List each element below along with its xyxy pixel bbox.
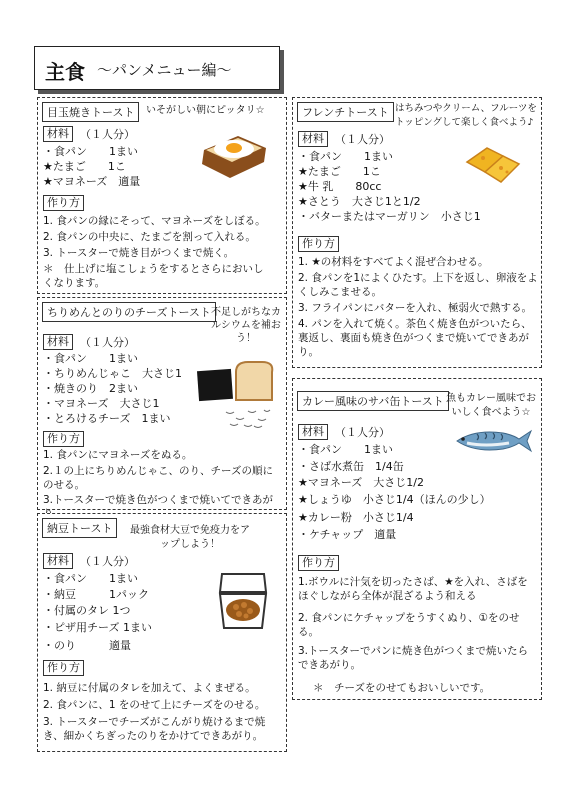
step-item: ＊ 仕上げに塩こしょうをするとさらにおいしくなります。 <box>43 263 264 289</box>
ingredient-item: ・食パン 1まい <box>298 150 393 163</box>
ingredient-item: ★たまご 1こ <box>298 165 381 178</box>
step-item: 2.１の上にちりめんじゃこ、のり、チーズの順にのせる。 <box>43 465 273 491</box>
ingredient-item: ★しょうゆ 小さじ1/4（ほんの少し） <box>298 493 491 506</box>
ingredients-label: 材料 <box>298 424 328 440</box>
recipe-note: いそがしい朝にピッタリ☆ <box>146 105 265 116</box>
method-label: 作り方 <box>43 195 84 211</box>
ingredient-item: ・ピザ用チーズ 1まい <box>43 621 152 634</box>
step-item: 3.トースターで焼き色がつくまで焼いてできあが <box>43 494 273 506</box>
step-item: 3. トースターで焼き目がつくまで焼く。 <box>43 247 235 259</box>
ingredient-item: ・食パン 1まい <box>43 352 138 365</box>
recipe-chirimen <box>37 297 287 510</box>
nori-bread-illustration <box>196 360 276 408</box>
ingredient-item: ・マヨネーズ 大さじ1 <box>43 397 160 410</box>
ingredients-label: 材料 <box>43 334 73 350</box>
step-item: 2. 食パンにケチャップをうすくぬり、①をのせる。 <box>298 612 520 638</box>
page-title: 主食 <box>45 60 85 84</box>
method-label: 作り方 <box>43 660 84 676</box>
ingredient-item: ★カレー粉 小さじ1/4 <box>298 511 414 524</box>
recipe-title: 納豆トースト <box>42 518 117 538</box>
serving-label: （１人分） <box>80 555 135 568</box>
recipe-title: カレー風味のサバ缶トースト <box>297 391 449 411</box>
recipe-note: 最強食材大豆で免疫力をアップしよう！ <box>130 525 250 550</box>
recipe-medama <box>37 97 287 294</box>
method-label: 作り方 <box>298 555 339 571</box>
recipe-natto <box>37 513 287 752</box>
ingredient-item: ・納豆 1パック <box>43 588 149 601</box>
step-item: 2. 食パンの中央に、たまごを割って入れる。 <box>43 231 256 243</box>
ingredients-label: 材料 <box>43 126 73 142</box>
step-item: 1. 納豆に付属のタレを加えて、よくまぜる。 <box>43 682 256 694</box>
step-item: 3. フライパンにバターを入れ、極弱火で熱する。 <box>298 302 532 314</box>
recipe-title: 目玉焼きトースト <box>42 102 139 122</box>
ingredient-item: ★さとう 大さじ1と1/2 <box>298 195 421 208</box>
ingredient-item: ・さば水煮缶 1/4缶 <box>298 460 404 473</box>
natto-illustration <box>216 570 270 632</box>
ingredient-item: ・食パン 1まい <box>298 443 393 456</box>
page-subtitle: ～パンメニュー編～ <box>97 61 232 79</box>
step-item: 2. 食パンに、1 をのせて上にチーズをのせる。 <box>43 699 266 711</box>
ingredient-item: ★牛 乳 80cc <box>298 180 382 193</box>
mackerel-illustration <box>453 425 533 457</box>
recipe-title: フレンチトースト <box>297 102 394 122</box>
recipe-curry <box>292 378 542 700</box>
page-header <box>34 46 280 90</box>
step-item: 1. 食パンの縁にそって、マヨネーズをしぼる。 <box>43 215 266 227</box>
french-toast-illustration <box>463 140 523 186</box>
step-item: 4. パンを入れて焼く。茶色く焼き色がついたら、裏返し、裏面も焼き色がつくまで焼いてできあがり。 <box>298 318 532 358</box>
ingredient-item: ・のり 適量 <box>43 639 131 652</box>
ingredient-item: ・食パン 1まい <box>43 145 138 158</box>
step-item: 1. 食パンにマヨネーズをぬる。 <box>43 449 193 461</box>
ingredient-item: ・付属のタレ 1つ <box>43 604 131 617</box>
recipe-french <box>292 97 542 368</box>
ingredient-item: ・バターまたはマーガリン 小さじ1 <box>298 210 481 223</box>
ingredient-item: ★マヨネーズ 大さじ1/2 <box>298 476 425 489</box>
chirimen-illustration <box>224 406 272 430</box>
serving-label: （１人分） <box>335 133 390 146</box>
ingredient-item: ・ケチャップ 適量 <box>298 528 397 541</box>
ingredient-item: ・食パン 1まい <box>43 572 138 585</box>
recipe-note: 魚もカレー風味でおいしく食べよう☆ <box>446 393 536 418</box>
step-item: ＊ チーズをのせてもおいしいです。 <box>313 682 491 694</box>
serving-label: （１人分） <box>80 336 135 349</box>
step-item: 3. トースターでチーズがこんがり焼けるまで焼き、細かくちぎったのりをかけてできあがり。 <box>43 716 266 742</box>
serving-label: （１人分） <box>80 128 135 141</box>
step-item: 2. 食パンを1によくひたす。上下を返し、卵液をよくしみこませる。 <box>298 272 538 298</box>
serving-label: （１人分） <box>335 426 390 439</box>
recipe-title: ちりめんとのりのチーズトースト <box>42 302 216 322</box>
method-label: 作り方 <box>43 431 84 447</box>
ingredients-label: 材料 <box>298 131 328 147</box>
step-item: 1.ボウルに汁気を切ったさば、★を入れ、さばをほぐしながら全体が混ざるよう和える <box>298 576 528 602</box>
method-label: 作り方 <box>298 236 339 252</box>
egg-toast-illustration <box>198 132 270 182</box>
recipe-note: 不足しがちなカルシウムを補おう！ <box>211 307 281 344</box>
ingredient-item: ★マヨネーズ 適量 <box>43 175 141 188</box>
ingredient-item: ・とろけるチーズ 1まい <box>43 412 171 425</box>
ingredients-label: 材料 <box>43 553 73 569</box>
ingredient-item: ★たまご 1こ <box>43 160 126 173</box>
step-item: 3.トースターでパンに焼き色がつくまで焼いたらできあがり。 <box>298 645 528 671</box>
recipe-note: はちみつやクリーム、フルーツをトッピングして楽しく食べよう♪ <box>395 103 537 128</box>
ingredient-item: ・焼きのり 2まい <box>43 382 138 395</box>
ingredient-item: ・ちりめんじゃこ 大さじ1 <box>43 367 182 380</box>
step-item: 1. ★の材料をすべてよく混ぜ合わせる。 <box>298 256 489 268</box>
